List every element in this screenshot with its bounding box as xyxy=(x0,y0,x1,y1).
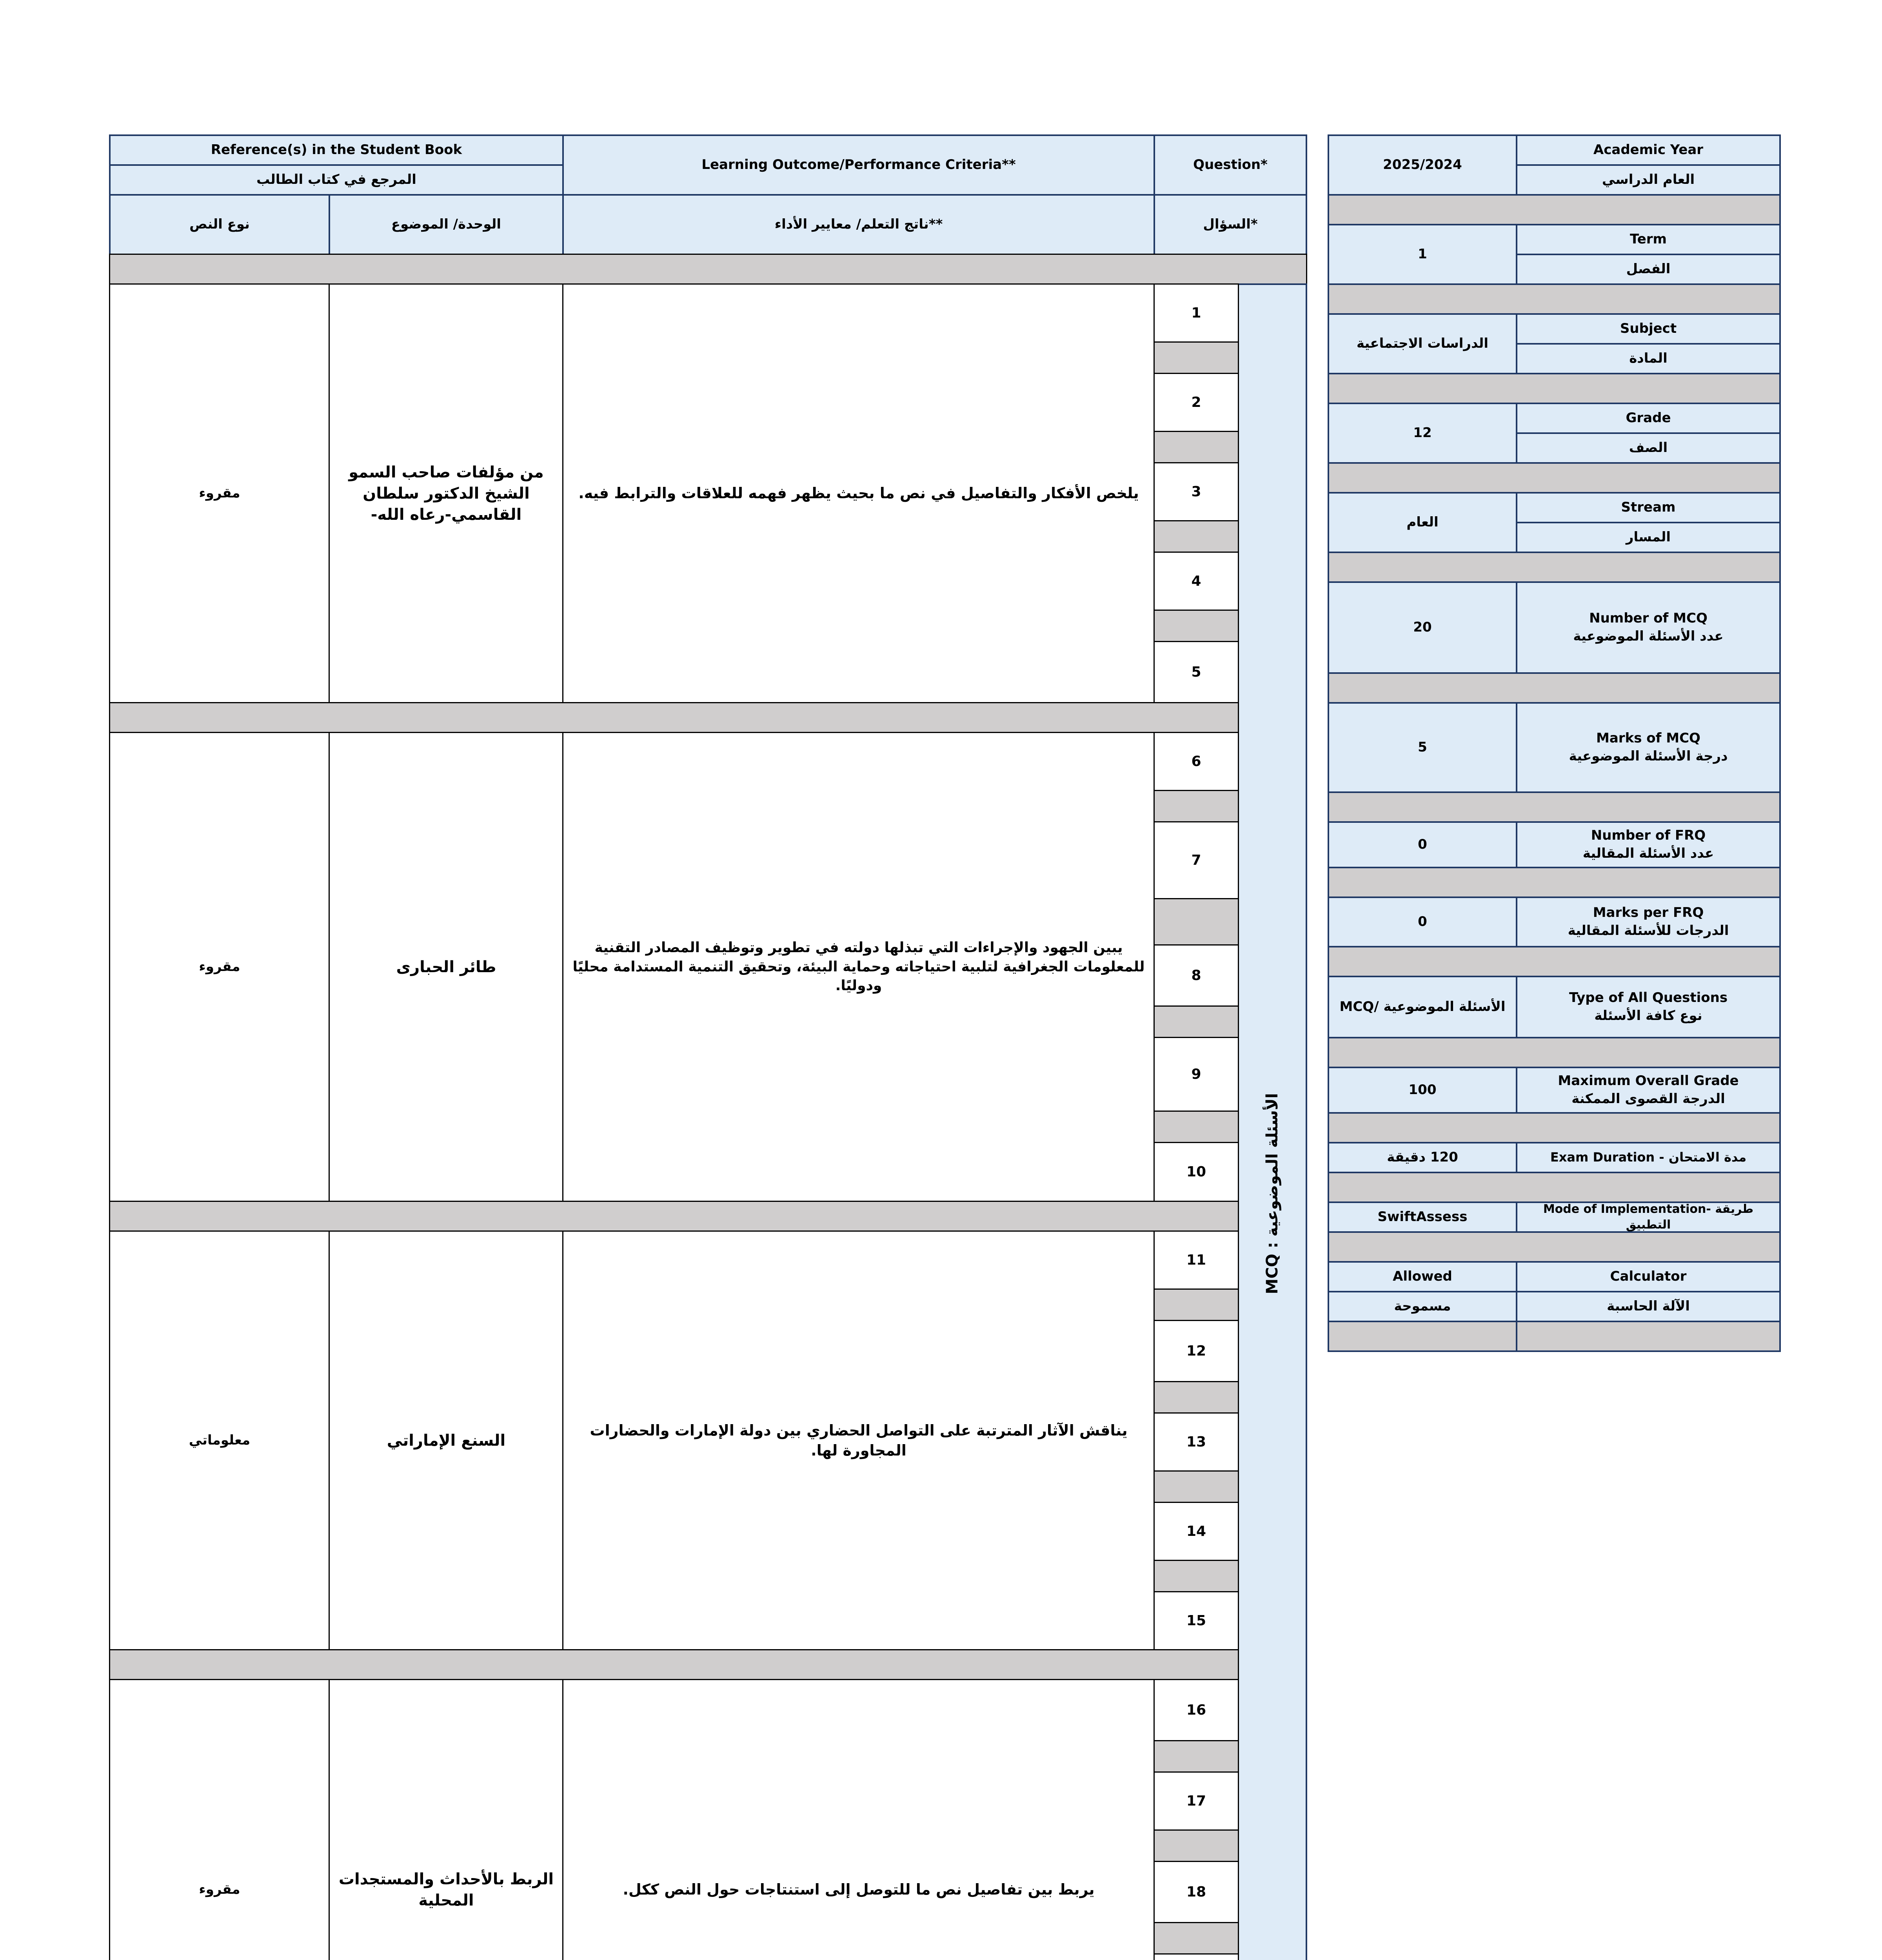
question-gap xyxy=(1154,341,1239,374)
question-19 xyxy=(1154,1953,1239,1960)
calculator-value-en: Allowed xyxy=(1328,1261,1517,1292)
question-12: 12 xyxy=(1154,1320,1239,1383)
marks-mcq-label xyxy=(1516,702,1781,793)
num-mcq-label-ar: عدد الأسئلة الموضوعية xyxy=(1573,628,1724,644)
text-type-header: نوع النص xyxy=(109,194,330,255)
separator-row xyxy=(109,1201,1239,1232)
group-2-outcome: يبين الجهود والإجراءات التي تبذلها دولته في تطوير وتوظيف المصادر التقنية للمعلومات الجغرافية لتلبية احتياجاته وحماية البيئة، وتحقيق التنمية المستدامة محليًا ودوليًا. xyxy=(562,732,1155,1202)
type-value: الأسئلة الموضوعية /MCQ xyxy=(1328,976,1517,1038)
question-gap xyxy=(1154,520,1239,553)
question-15: 15 xyxy=(1154,1591,1239,1651)
group-1-text-type: مقروء xyxy=(109,283,330,704)
group-4-text-type: مقروء xyxy=(109,1679,330,1960)
mcq-vertical-label: MCQ : الأسئلة الموضوعية xyxy=(1263,1093,1281,1294)
separator-row xyxy=(109,702,1239,733)
calculator-value-ar: مسموحة xyxy=(1328,1291,1517,1322)
question-10: 10 xyxy=(1154,1142,1239,1202)
question-16: 16 xyxy=(1154,1679,1239,1742)
group-1-topic: من مؤلفات صاحب السمو الشيخ الدكتور سلطان القاسمي-رعاه الله- xyxy=(329,283,564,704)
question-18: 18 xyxy=(1154,1861,1239,1924)
question-gap xyxy=(1154,1111,1239,1143)
max-grade-label-ar: الدرجة القصوى الممكنة xyxy=(1571,1091,1725,1107)
question-gap xyxy=(1154,898,1239,946)
marks-mcq-label-ar: درجة الأسئلة الموضوعية xyxy=(1569,748,1728,764)
grade-label-en: Grade xyxy=(1516,403,1781,434)
group-3-outcome: يناقش الآثار المترتبة على التواصل الحضاري بين دولة الإمارات والحضارات المجاورة لها. xyxy=(562,1230,1155,1651)
stream-label-en: Stream xyxy=(1516,492,1781,523)
num-frq-label-ar: عدد الأسئلة المقالية xyxy=(1582,846,1714,861)
type-label-en: Type of All Questions xyxy=(1569,990,1728,1006)
outcome-header-en: Learning Outcome/Performance Criteria** xyxy=(562,134,1155,196)
question-13: 13 xyxy=(1154,1412,1239,1472)
academic-year-label-en: Academic Year xyxy=(1516,134,1781,166)
question-8: 8 xyxy=(1154,944,1239,1007)
question-gap xyxy=(1154,1740,1239,1773)
info-separator xyxy=(1328,552,1781,583)
separator-row xyxy=(109,1649,1239,1681)
type-label xyxy=(1516,976,1781,1038)
info-separator xyxy=(1328,462,1781,494)
num-mcq-label-en: Number of MCQ xyxy=(1589,610,1708,626)
subject-label-en: Subject xyxy=(1516,313,1781,345)
question-3: 3 xyxy=(1154,462,1239,522)
marks-frq-value: 0 xyxy=(1328,897,1517,947)
stream-value: العام xyxy=(1328,492,1517,553)
term-value: 1 xyxy=(1328,224,1517,285)
info-separator xyxy=(1328,791,1781,823)
group-3-text-type: معلوماتي xyxy=(109,1230,330,1651)
references-header-en: Reference(s) in the Student Book xyxy=(109,134,564,166)
question-gap xyxy=(1154,1289,1239,1321)
group-4-outcome: يربط بين تفاصيل نص ما للتوصل إلى استنتاجات حول النص ككل. xyxy=(562,1679,1155,1960)
mode-value: SwiftAssess xyxy=(1328,1201,1517,1233)
duration-value: 120 دقيقة xyxy=(1328,1142,1517,1173)
question-header-en: Question* xyxy=(1154,134,1307,196)
term-label-ar: الفصل xyxy=(1516,254,1781,285)
calculator-label-ar: الآلة الحاسبة xyxy=(1516,1291,1781,1322)
info-separator xyxy=(1328,672,1781,704)
question-11: 11 xyxy=(1154,1230,1239,1290)
subject-value: الدراسات الاجتماعية xyxy=(1328,313,1517,374)
info-separator xyxy=(1328,1231,1781,1263)
question-4: 4 xyxy=(1154,552,1239,611)
question-gap xyxy=(1154,1005,1239,1038)
marks-frq-label xyxy=(1516,897,1781,947)
group-2-topic: طائر الحبارى xyxy=(329,732,564,1202)
info-separator xyxy=(1328,1321,1517,1352)
group-3-topic: السنع الإماراتي xyxy=(329,1230,564,1651)
mode-label: Mode of Implementation- طريقة التطبيق xyxy=(1516,1201,1781,1233)
info-separator xyxy=(1328,1037,1781,1068)
num-mcq-label xyxy=(1516,581,1781,674)
question-9: 9 xyxy=(1154,1037,1239,1112)
info-separator xyxy=(1328,194,1781,225)
group-2-text-type: مقروء xyxy=(109,732,330,1202)
question-gap xyxy=(1154,610,1239,642)
marks-mcq-label-en: Marks of MCQ xyxy=(1596,730,1700,746)
subject-label-ar: المادة xyxy=(1516,343,1781,374)
max-grade-label xyxy=(1516,1067,1781,1114)
marks-frq-label-en: Marks per FRQ xyxy=(1593,905,1704,921)
marks-frq-label-ar: الدرجات للأسئلة المقالية xyxy=(1568,923,1729,938)
question-gap xyxy=(1154,790,1239,823)
info-separator xyxy=(1328,946,1781,977)
num-mcq-value: 20 xyxy=(1328,581,1517,674)
num-frq-label-en: Number of FRQ xyxy=(1591,828,1706,844)
references-header-ar: المرجع في كتاب الطالب xyxy=(109,164,564,196)
max-grade-label-en: Maximum Overall Grade xyxy=(1558,1073,1739,1089)
calculator-label-en: Calculator xyxy=(1516,1261,1781,1292)
question-gap xyxy=(1154,1560,1239,1593)
info-separator xyxy=(1328,1112,1781,1143)
duration-label: Exam Duration - مدة الامتحان xyxy=(1516,1142,1781,1173)
type-label-ar: نوع كافة الأسئلة xyxy=(1594,1008,1702,1024)
info-separator xyxy=(1328,867,1781,898)
separator-row xyxy=(109,254,1307,285)
group-4-topic: الربط بالأحداث والمستجدات المحلية xyxy=(329,1679,564,1960)
max-grade-value: 100 xyxy=(1328,1067,1517,1114)
marks-mcq-value: 5 xyxy=(1328,702,1517,793)
term-label-en: Term xyxy=(1516,224,1781,255)
question-gap xyxy=(1154,431,1239,464)
num-frq-value: 0 xyxy=(1328,821,1517,868)
question-5: 5 xyxy=(1154,641,1239,704)
unit-topic-header: الوحدة/ الموضوع xyxy=(329,194,564,255)
question-gap xyxy=(1154,1922,1239,1955)
academic-year-label-ar: العام الدراسي xyxy=(1516,164,1781,196)
question-2: 2 xyxy=(1154,373,1239,432)
info-separator xyxy=(1328,283,1781,315)
question-1: 1 xyxy=(1154,283,1239,343)
academic-year-value: 2025/2024 xyxy=(1328,134,1517,196)
num-frq-label xyxy=(1516,821,1781,868)
question-14: 14 xyxy=(1154,1502,1239,1561)
info-separator xyxy=(1328,373,1781,404)
question-gap xyxy=(1154,1470,1239,1503)
grade-value: 12 xyxy=(1328,403,1517,464)
question-gap xyxy=(1154,1829,1239,1862)
group-1-outcome: يلخص الأفكار والتفاصيل في نص ما بحيث يظهر فهمه للعلاقات والترابط فيه. xyxy=(562,283,1155,704)
info-separator xyxy=(1516,1321,1781,1352)
stream-label-ar: المسار xyxy=(1516,522,1781,553)
question-gap xyxy=(1154,1381,1239,1414)
question-header-ar: السؤال* xyxy=(1154,194,1307,255)
info-separator xyxy=(1328,1172,1781,1203)
grade-label-ar: الصف xyxy=(1516,432,1781,464)
question-17: 17 xyxy=(1154,1771,1239,1831)
question-6: 6 xyxy=(1154,732,1239,791)
outcome-header-ar: ناتج التعلم/ معايير الأداء** xyxy=(562,194,1155,255)
question-7: 7 xyxy=(1154,821,1239,900)
